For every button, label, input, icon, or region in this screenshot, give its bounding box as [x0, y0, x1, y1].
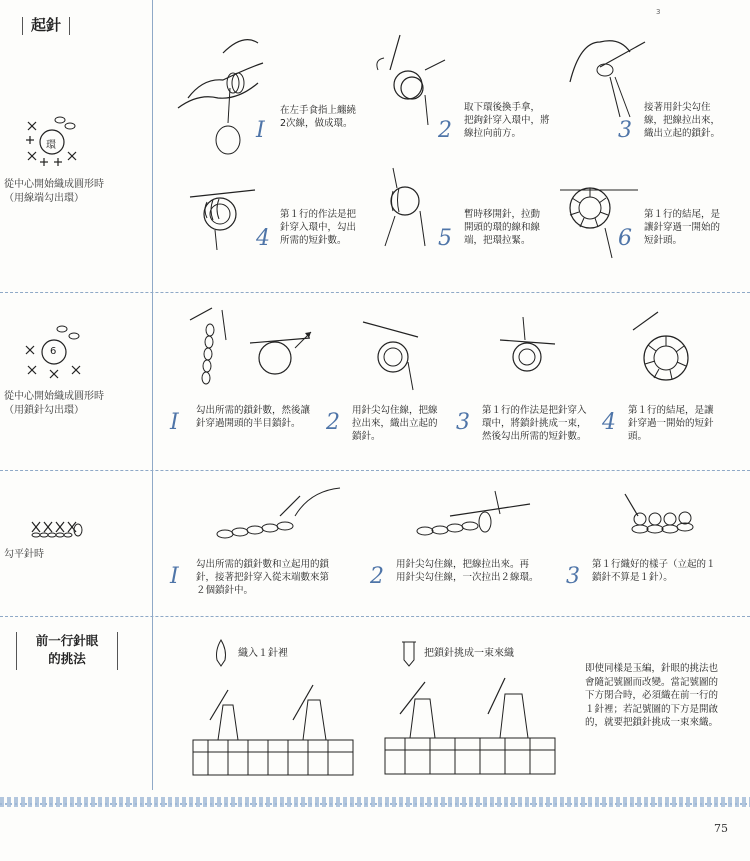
step-text-line: 勾出所需的鎖針數，然後讓	[196, 405, 311, 416]
row2-step1-illustration	[182, 300, 232, 395]
step-text-line: 第１行的結尾，是	[644, 209, 721, 220]
row3-caption	[4, 548, 44, 562]
step-text-line: 針穿入環中，勾出	[280, 222, 357, 233]
note-line: １針裡；若記號圖的下方是開啟	[585, 703, 719, 715]
stitch-pickup-title	[16, 632, 118, 670]
row1-step-number: 2	[438, 118, 452, 143]
step-text-line: 勾出所需的鎖針數和立起用的鎖	[196, 559, 330, 570]
row1-step6-text	[644, 208, 720, 247]
title-line: 的挑法	[48, 651, 86, 666]
row2-step-number: 4	[602, 410, 616, 435]
row1-step3-text	[644, 101, 720, 140]
pickup-note	[585, 662, 735, 730]
page-number: 75	[714, 822, 728, 835]
row1-step2-text	[464, 101, 550, 140]
row-separator	[0, 470, 750, 471]
step-text-line: 線，把線拉出來，	[644, 115, 721, 126]
step-text-line: 第１行的作法是把針穿入	[482, 405, 587, 416]
row3-step3-illustration	[610, 484, 700, 544]
step-text-line: 然後勾出所需的短針數。	[482, 431, 587, 442]
note-line: 下方閉合時，必須織在前一行的	[585, 690, 719, 701]
row1-step3-illustration	[560, 22, 650, 122]
note-line: 即使同樣是玉編，針眼的挑法也	[585, 663, 719, 674]
step-text-line: 第１行的結尾，是讓	[628, 405, 714, 416]
row1-step-number: 4	[256, 226, 270, 251]
step-text-line: 用針尖勾住線，把線拉出來。再	[396, 559, 530, 570]
closed-symbol-icon	[214, 638, 228, 670]
step-text-line: 鎖針不算是１針）。	[592, 572, 673, 583]
step-text-line: 在左手食指上纏繞	[280, 105, 357, 116]
title-bar-right	[69, 17, 70, 35]
row2-step-number: 3	[456, 410, 470, 435]
step-text-line: 2次線，做成環。	[280, 118, 353, 129]
row1-caption-line: 從中心開始織成圓形時	[4, 179, 104, 190]
step-text-line: 鎖針。	[352, 431, 381, 442]
row3-step1-illustration	[210, 486, 350, 546]
step-text-line: 線拉向前方。	[464, 128, 522, 139]
row3-caption-line: 勾平針時	[4, 549, 44, 560]
note-line: 會隨記號圖而改變。當記號圖的	[585, 676, 719, 688]
label-chain-bundle: 把鎖針挑成一束來織	[424, 648, 514, 659]
step-text-line: 讓針穿過一開始的	[644, 222, 721, 233]
section-title	[14, 14, 78, 35]
row2-caption-line: （用鎖針勾出環）	[4, 405, 84, 416]
step-text-line: 短針頭。	[644, 235, 683, 246]
step-text-line: 用針尖勾住線，把線	[352, 405, 438, 416]
row1-step-number: 3	[618, 118, 632, 143]
row3-step-number: 3	[566, 564, 580, 589]
row1-step-number: I	[256, 118, 265, 143]
row1-step-number: 5	[438, 226, 452, 251]
row2-caption	[4, 390, 104, 418]
step-text-line: 所需的短針數。	[280, 235, 347, 246]
row2-caption-line: 從中心開始織成圓形時	[4, 391, 104, 402]
row2-step2-text	[352, 404, 438, 443]
row2-step1-text	[196, 404, 310, 430]
row2-step2-illustration	[245, 318, 320, 388]
row1-caption	[4, 178, 104, 206]
row-separator	[0, 616, 750, 617]
chain-row-symbol	[30, 518, 90, 538]
row1-step1-text	[280, 104, 356, 130]
row-separator	[0, 292, 750, 293]
step-text-line: 第１行的作法是把	[280, 209, 357, 220]
step-text-line: 針穿過一開始的短針	[628, 418, 714, 429]
row1-step5-text	[464, 208, 540, 247]
chain-ring-center-label: 6	[50, 346, 57, 357]
row3-step-number: 2	[370, 564, 384, 589]
row1-step-number: 6	[618, 226, 632, 251]
title-bar-left	[22, 17, 23, 35]
row4-illustration-a	[188, 680, 358, 780]
step-text-line: 取下環後換手拿，	[464, 102, 541, 113]
row2-step4-illustration	[495, 312, 560, 392]
row3-step2-text	[396, 558, 539, 584]
step-text-line: 接著用針尖勾住	[644, 102, 711, 113]
ring-symbol-center-label: 環	[46, 140, 56, 151]
step-text-line: 暫時移開針，拉動	[464, 209, 541, 220]
row2-step3-text	[482, 404, 587, 443]
row1-step2-illustration	[370, 30, 450, 130]
row2-step-number: 2	[326, 410, 340, 435]
row3-step1-text	[196, 558, 329, 597]
step-text-line: 第１行織好的樣子（立起的１	[592, 559, 716, 570]
row4-illustration-b	[380, 674, 560, 780]
row1-caption-line: （用線端勾出環）	[4, 193, 84, 204]
row2-step5-illustration	[628, 300, 708, 400]
row1-step1-illustration	[168, 28, 268, 158]
section-divider-line	[152, 0, 153, 790]
step-text-line: 針穿過開頭的半目鎖針。	[196, 418, 301, 429]
label-one-stitch: 織入１針裡	[238, 648, 288, 659]
title-line: 前一行針眼	[35, 633, 99, 648]
row1-step4-text	[280, 208, 356, 247]
open-symbol-icon	[400, 638, 418, 670]
note-line: 的，就要把鎖針挑成一束來織。	[585, 717, 719, 728]
step-text-line: 端，把環拉緊。	[464, 235, 531, 246]
row1-step4-illustration	[185, 172, 260, 252]
step-text-line: 頭。	[628, 431, 648, 442]
step-text-line: 織出立起的鎖針。	[644, 128, 721, 139]
step-text-line: 用針尖勾住線，一次拉出２線環。	[396, 572, 539, 583]
step-text-line: 針，接著把針穿入從末端數來第	[196, 572, 330, 583]
step-text-line: 開頭的環的線和線	[464, 222, 541, 233]
step-text-line: 拉出來，織出立起的	[352, 418, 438, 429]
step-text-line: 環中，將鎖針挑成一束，	[482, 418, 587, 429]
row3-step-number: I	[170, 564, 179, 589]
row3-step2-illustration	[410, 486, 540, 546]
row3-step3-text	[592, 558, 716, 584]
section-title-text: 起針	[31, 16, 62, 34]
footer-decorative-band	[0, 797, 750, 807]
row2-step-number: I	[170, 410, 179, 435]
row2-step3-illustration	[358, 312, 428, 392]
row2-step4-text	[628, 404, 714, 443]
row1-step5-illustration	[375, 166, 435, 256]
footer-decorative-band	[0, 803, 750, 805]
step-text-line: 把鉤針穿入環中，將	[464, 115, 550, 126]
step-text-line: ２個鎖針中。	[196, 585, 254, 596]
corner-mark: 3	[656, 8, 661, 16]
